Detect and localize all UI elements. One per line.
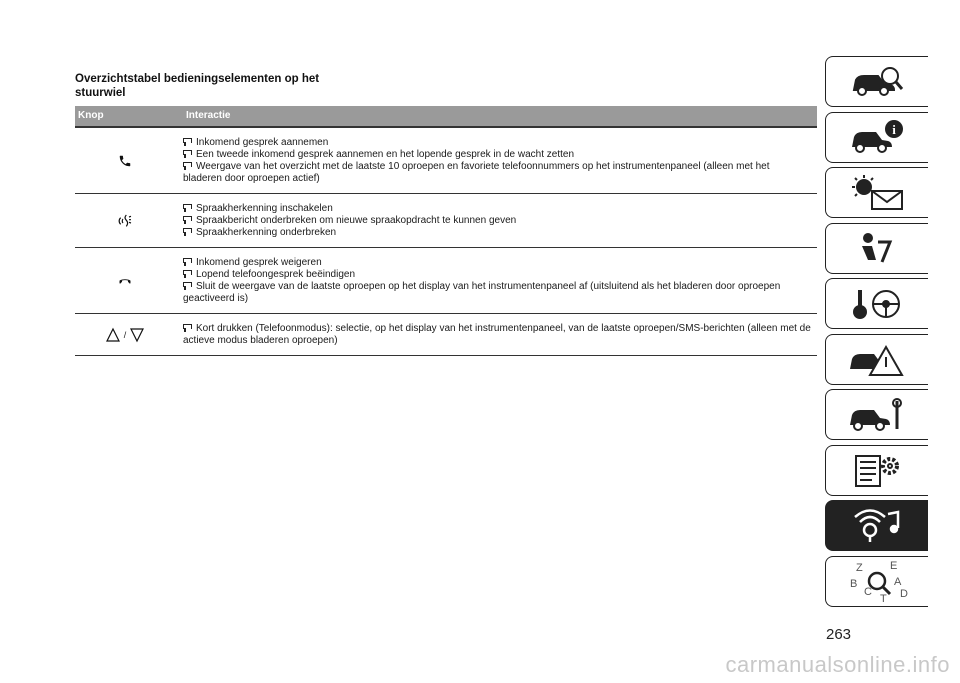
- phone-answer-icon: [75, 128, 175, 193]
- list-item: Weergave van het overzicht met de laatste 10 oproepen en favoriete telefoonnummers op het instrumentenpaneel (alleen met het bladeren door oproepen actief): [183, 161, 770, 184]
- section-title: Overzichtstabel bedieningselementen op het stuurwiel: [75, 73, 320, 99]
- up-down-arrows-icon: [75, 314, 175, 355]
- multimedia-music-icon: [842, 506, 912, 546]
- controls-table: [75, 106, 817, 356]
- bullet-icon: [183, 324, 192, 332]
- list-item: Een tweede inkomend gesprek aannemen en het lopende gesprek in de wacht zetten: [183, 149, 811, 161]
- car-info-icon: [842, 117, 912, 157]
- tab-car-info[interactable]: [825, 112, 928, 163]
- watermark: carmanualsonline.info: [725, 652, 950, 677]
- airbag-seat-icon: [842, 228, 912, 268]
- bullet-icon: [183, 138, 192, 146]
- warning-light-message-icon: [842, 173, 912, 213]
- tab-technical-data[interactable]: [825, 445, 928, 496]
- index-letter: Z: [856, 562, 863, 574]
- tab-car-search[interactable]: [825, 56, 928, 107]
- index-search-icon: [842, 559, 912, 603]
- separator: /: [123, 329, 127, 340]
- list-item: Sluit de weergave van de laatste oproepen op het display van het instrumentenpaneel af (uitsluitend als het bladeren door oproepen geactiveerd is): [183, 281, 781, 304]
- chapter-tabs: [825, 56, 928, 611]
- bullet-icon: [183, 282, 192, 290]
- svg-text:i: i: [892, 122, 896, 137]
- index-letter: D: [900, 588, 908, 600]
- bullet-icon: [183, 162, 192, 170]
- list-item: Inkomend gesprek weigeren: [183, 257, 811, 269]
- car-wrench-icon: [842, 395, 912, 435]
- bullet-icon: [183, 270, 192, 278]
- table-row: [75, 248, 817, 314]
- table-row: [75, 314, 817, 356]
- list-item: Spraakherkenning onderbreken: [183, 227, 811, 239]
- bullet-icon: [183, 216, 192, 224]
- table-row: [75, 128, 817, 194]
- tab-maintenance[interactable]: [825, 389, 928, 440]
- tab-index[interactable]: [825, 556, 928, 607]
- bullet-icon: [183, 150, 192, 158]
- tab-warning-lights[interactable]: [825, 167, 928, 218]
- list-item: Spraakherkenning inschakelen: [183, 203, 811, 215]
- header-interactie: Interactie: [186, 110, 231, 121]
- list-item: Inkomend gesprek aannemen: [183, 137, 811, 149]
- tab-emergency[interactable]: [825, 334, 928, 385]
- car-search-icon: [842, 62, 912, 102]
- key-steering-wheel-icon: [842, 284, 912, 324]
- index-letter: E: [890, 560, 898, 572]
- up-arrow-icon: [105, 327, 121, 343]
- list-item: Spraakbericht onderbreken om nieuwe spraakopdracht te kunnen geven: [183, 215, 811, 227]
- car-breakdown-icon: [842, 339, 912, 379]
- bullet-icon: [183, 228, 192, 236]
- voice-command-icon: [75, 194, 175, 247]
- bullet-icon: [183, 258, 192, 266]
- specs-gear-icon: [842, 450, 912, 490]
- tab-multimedia[interactable]: [825, 500, 928, 551]
- list-item: Kort drukken (Telefoonmodus): selectie, op het display van het instrumentenpaneel, van de laatste oproepen/SMS-berichten (alleen met de actieve modus bladeren oproepen): [183, 323, 811, 346]
- index-letter: B: [850, 578, 858, 590]
- tab-starting-driving[interactable]: [825, 278, 928, 329]
- table-header: [75, 106, 817, 128]
- index-letter: C: [864, 586, 872, 598]
- list-item: Lopend telefoongesprek beëindigen: [183, 269, 811, 281]
- index-letter: T: [880, 593, 887, 603]
- bullet-icon: [183, 204, 192, 212]
- phone-hangup-icon: [75, 248, 175, 313]
- down-arrow-icon: [129, 327, 145, 343]
- index-letter: A: [894, 576, 902, 588]
- table-row: [75, 194, 817, 248]
- tab-safety[interactable]: [825, 223, 928, 274]
- page-number: 263: [826, 626, 852, 643]
- header-knop: Knop: [78, 110, 104, 121]
